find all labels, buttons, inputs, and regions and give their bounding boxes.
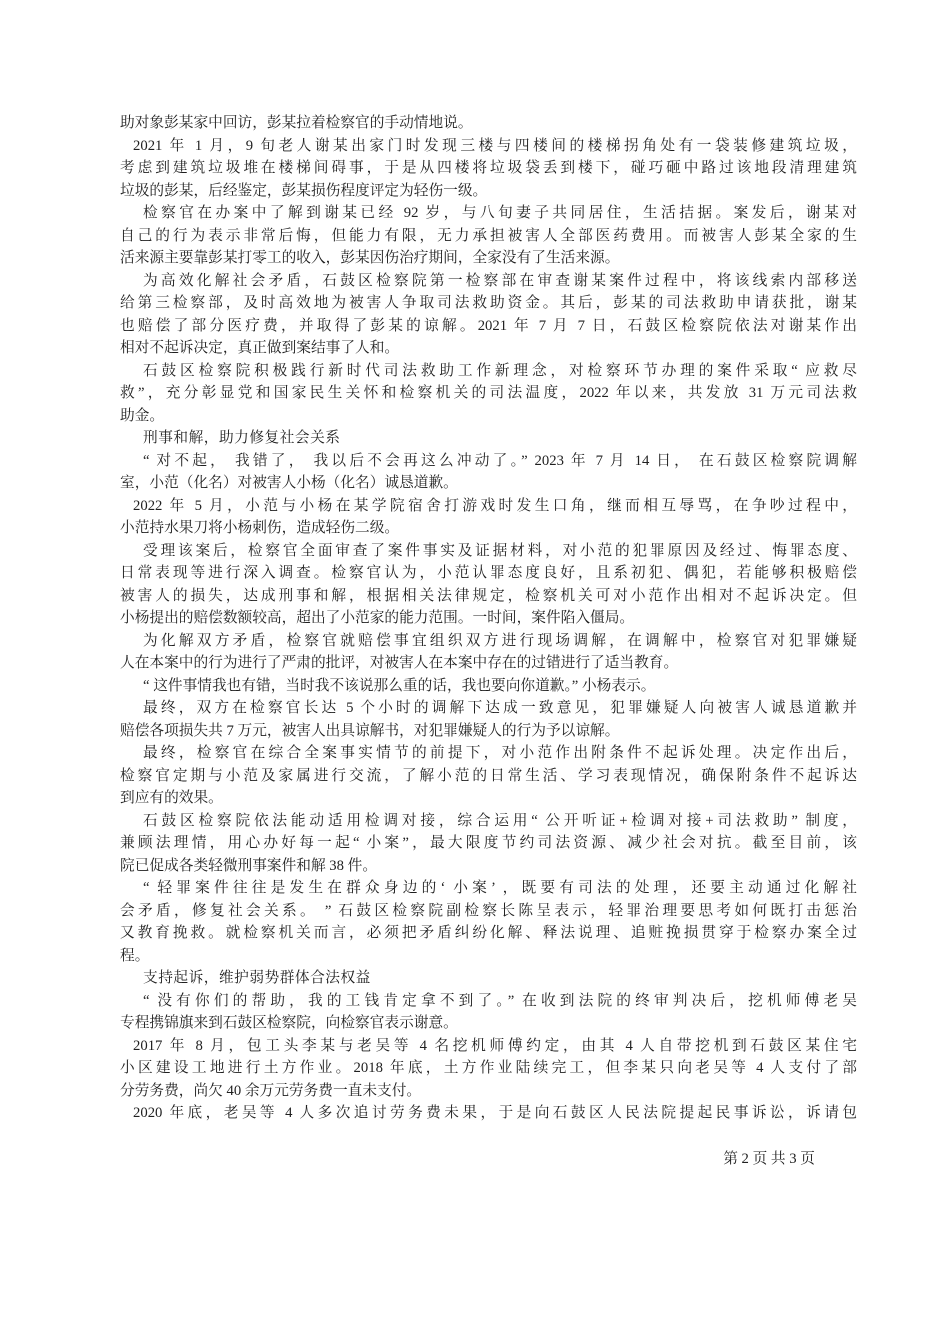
paragraph xyxy=(120,810,857,878)
text-line: 为化解双方矛盾，检察官就赔偿事宜组织双方进行现场调解，在调解中，检察官对犯罪嫌疑 xyxy=(143,632,857,649)
paragraph xyxy=(120,1102,857,1125)
paragraph xyxy=(120,112,857,135)
text-line: 活来源主要靠彭某打零工的收入，彭某因伤治疗期间，全家没有了生活来源。 xyxy=(120,250,620,266)
text-line: 日常表现等进行深入调查。检察官认为，小范认罪态度良好，且系初犯、偶犯，若能够积极赔偿 xyxy=(120,565,857,581)
text-line: 最终，双方在检察官长达 5 个小时的调解下达成一致意见，犯罪嫌疑人向被害人诚恳道歉并 xyxy=(143,700,857,716)
text-line: “ 没有你们的帮助，我的工钱肯定拿不到了。” 在收到法院的终审判决后，挖机师傅老吴 xyxy=(143,992,857,1009)
text-line: 自己的行为表示非常后悔，但能力有限，无力承担被害人全部医药费用。而被害人彭某全家的生 xyxy=(120,227,857,244)
text-line: 被害人的损失，达成刑事和解，根据相关法律规定，检察机关可对小范作出相对不起诉决定。但 xyxy=(120,587,857,604)
paragraph xyxy=(120,270,857,360)
text-line: 助金。 xyxy=(120,407,165,424)
text-line: 支持起诉，维护弱势群体合法权益 xyxy=(143,970,371,986)
text-line: 小范持水果刀将小杨刺伤，造成轻伤二级。 xyxy=(120,520,400,536)
paragraph xyxy=(120,540,857,630)
text-line: 小区建设工地进行土方作业。2018 年底，土方作业陆续完工，但李某只向老吴等 4 人支付了部 xyxy=(120,1060,857,1076)
text-line: 2020 年底，老吴等 4 人多次追讨劳务费未果，于是向石鼓区人民法院提起民事诉讼，诉请包 xyxy=(133,1105,857,1121)
text-line: 考虑到建筑垃圾堆在楼梯间碍事，于是从四楼将垃圾袋丢到楼下，碰巧砸中路过该地段清理建筑 xyxy=(120,160,857,176)
text-line: 石鼓区检察院依法能动适用检调对接，综合运用“ 公开听证+检调对接+司法救助” 制度， xyxy=(143,812,857,829)
text-line: 又教育挽救。就检察机关而言，必须把矛盾纠纷化解、释法说理、追赃挽损贯穿于检察办案全过 xyxy=(120,925,857,941)
paragraph xyxy=(120,360,857,428)
paragraph xyxy=(120,742,857,810)
paragraph xyxy=(120,202,857,270)
text-line: 2021 年 1 月，9 旬老人谢某出家门时发现三楼与四楼间的楼梯拐角处有一袋装修建筑垃圾， xyxy=(133,137,857,154)
text-line: 会矛盾，修复社会关系。 ” 石鼓区检察院副检察长陈呈表示，轻罪治理要思考如何既打击惩治 xyxy=(120,902,857,919)
paragraph xyxy=(120,697,857,742)
text-line: “ 轻罪案件往往是发生在群众身边的‘ 小案’ ，既要有司法的处理，还要主动通过化解社 xyxy=(143,880,857,896)
text-line: 相对不起诉决定，真正做到案结事了人和。 xyxy=(120,340,400,356)
paragraph xyxy=(120,877,857,967)
paragraph xyxy=(120,630,857,675)
paragraph xyxy=(120,675,857,698)
text-line: 垃圾的彭某，后经鉴定，彭某损伤程度评定为轻伤一级。 xyxy=(120,182,488,199)
text-line: 兼顾法理情，用心办好每一起“ 小案”，最大限度节约司法资源、减少社会对抗。截至目前，该 xyxy=(120,835,857,851)
text-line: 专程携锦旗来到石鼓区检察院，向检察官表示谢意。 xyxy=(120,1015,458,1031)
text-line: “ 对不起， 我错了， 我以后不会再这么冲动了。” 2023 年 7 月 14 日， 在石鼓区检察院调解 xyxy=(143,452,857,469)
page-number: 第 2 页 共 3 页 xyxy=(723,1151,815,1167)
text-line: 石鼓区检察院积极践行新时代司法救助工作新理念，对检察环节办理的案件采取“ 应救尽 xyxy=(143,362,857,379)
text-line: 检察官定期与小范及家属进行交流，了解小范的日常生活、学习表现情况，确保附条件不起诉达 xyxy=(120,767,857,784)
paragraph xyxy=(120,990,857,1035)
text-line: 为高效化解社会矛盾，石鼓区检察院第一检察部在审查谢某案件过程中，将该线索内部移送 xyxy=(143,272,857,289)
text-line: “ 这件事情我也有错，当时我不该说那么重的话，我也要向你道歉。” 小杨表示。 xyxy=(143,677,656,694)
text-line: 最终，检察官在综合全案事实情节的前提下，对小范作出附条件不起诉处理。决定作出后， xyxy=(143,745,857,761)
text-line: 刑事和解，助力修复社会关系 xyxy=(143,430,341,446)
text-line: 小杨提出的赔偿数额较高，超出了小范家的能力范围。一时间，案件陷入僵局。 xyxy=(120,610,635,626)
text-line: 2017 年 8 月，包工头李某与老吴等 4 名挖机师傅约定，由其 4 人自带挖机到石鼓区某住宅 xyxy=(133,1037,857,1054)
text-line: 助对象彭某家中回访，彭某拉着检察官的手动情地说。 xyxy=(120,115,473,131)
text-line: 人在本案中的行为进行了严肃的批评，对被害人在本案中存在的过错进行了适当教育。 xyxy=(120,655,679,671)
text-line: 2022 年 5 月，小范与小杨在某学院宿舍打游戏时发生口角，继而相互辱骂，在争吵过程中， xyxy=(133,497,857,514)
text-line: 分劳务费，尚欠 40 余万元劳务费一直未支付。 xyxy=(120,1082,422,1099)
section-heading xyxy=(120,427,857,450)
text-line: 室，小范（化名）对被害人小杨（化名）诚恳道歉。 xyxy=(120,475,458,491)
section-heading xyxy=(120,967,857,990)
text-line: 到应有的效果。 xyxy=(120,790,223,806)
document-body xyxy=(120,112,857,1125)
text-line: 检察官在办案中了解到谢某已经 92 岁，与八旬妻子共同居住，生活拮据。案发后，谢某对 xyxy=(143,205,857,221)
text-line: 救”，充分彰显党和国家民生关怀和检察机关的司法温度，2022 年以来，共发放 31 万元司法救 xyxy=(120,385,857,401)
text-line: 院已促成各类轻微刑事案件和解 38 件。 xyxy=(120,857,378,874)
text-line: 程。 xyxy=(120,947,150,964)
paragraph xyxy=(120,1035,857,1103)
text-line: 赔偿各项损失共 7 万元，被害人出具谅解书，对犯罪嫌疑人的行为予以谅解。 xyxy=(120,722,620,739)
text-line: 受理该案后，检察官全面审查了案件事实及证据材料，对小范的犯罪原因及经过、悔罪态度、 xyxy=(143,542,857,559)
text-line: 给第三检察部，及时高效地为被害人争取司法救助资金。其后，彭某的司法救助申请获批，谢某 xyxy=(120,295,857,311)
paragraph xyxy=(120,450,857,495)
text-line: 也赔偿了部分医疗费，并取得了彭某的谅解。2021 年 7 月 7 日，石鼓区检察院依法对谢某作出 xyxy=(120,317,857,334)
paragraph xyxy=(120,495,857,540)
paragraph xyxy=(120,135,857,203)
